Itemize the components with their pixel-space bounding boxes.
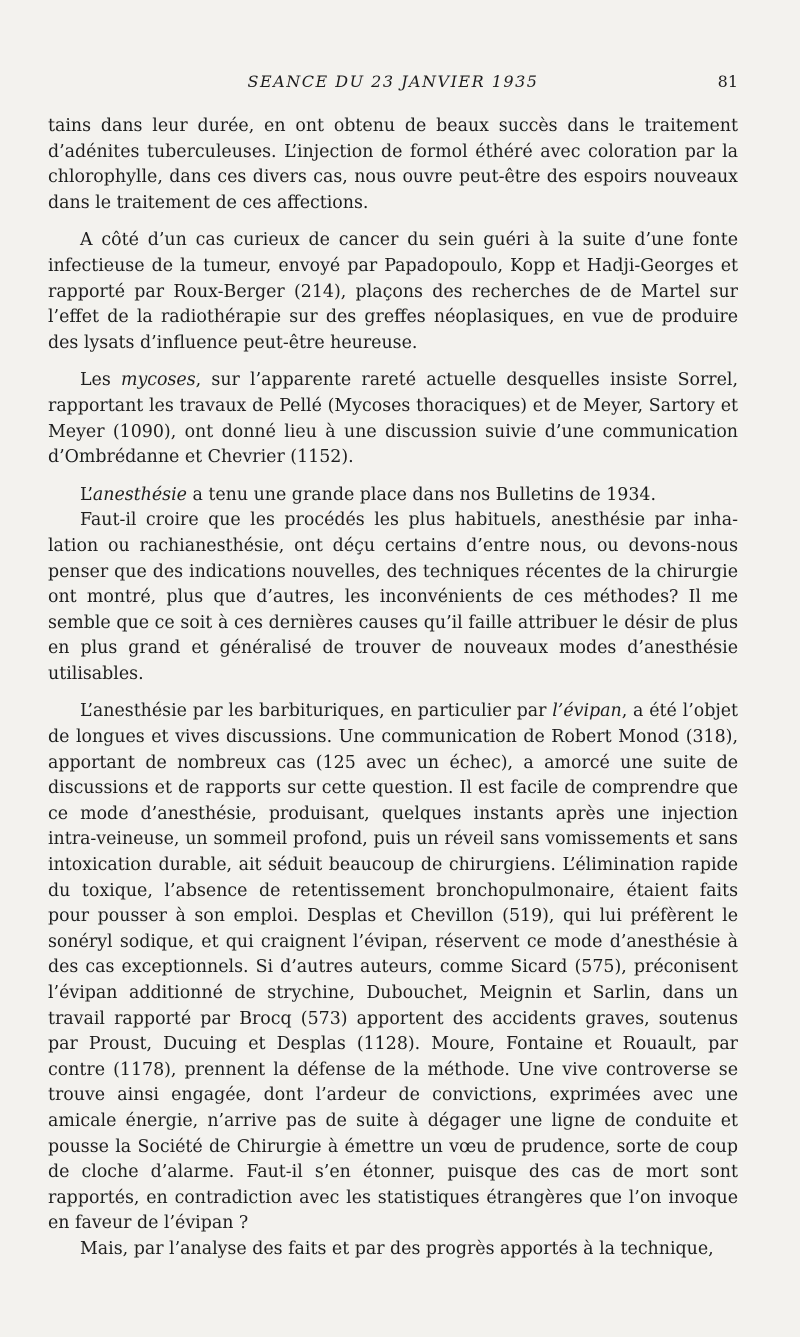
paragraph-mycoses-lead: Les [80, 370, 121, 391]
term-evipan: l’évipan [552, 701, 622, 722]
paragraph-barbituriques-lead: L’anesthésie par les barbituriques, en particulier par [80, 701, 553, 722]
running-header [48, 72, 738, 96]
paragraph-mycoses [48, 368, 738, 470]
term-anesthesie: anesthésie [92, 484, 187, 505]
paragraph-anesthesie-body: a tenu une grande place dans nos Bulletins de 1934. [186, 484, 657, 505]
paragraph-adenites: tains dans leur durée, en ont obtenu de beaux succès dans le traitement d’adénites tuberculeuses. L’injection de formol éthéré avec coloration par la chlorophylle, dans ces divers cas, nous ouvre peut-être des espoirs nouveaux dans le traitement de ces affections. [48, 116, 738, 213]
term-mycoses: mycoses [120, 370, 196, 391]
paragraph-anesthesie-intro [48, 483, 738, 509]
body-text [48, 114, 738, 1263]
paragraph-barbituriques-body: , a été l’objet de longues et vives discussions. Une communication de Robert Monod (318), apportant de nombreux cas (125 avec un échec), a amorcé une suite de discussions et de rapports sur cette question. Il est facile de comprendre que ce mode d’anesthésie, produisant, quelques instants après une injection intra-veineuse, un sommeil profond, puis un réveil sans vomissements et sans intoxication durable, ait séduit beaucoup de chirurgiens. L’élimination rapide du toxique, l’absence de retentissement bronchopulmonaire, étaient faits pour pousser à son emploi. Desplas et Chevillon (519), qui lui préfèrent le sonéryl sodique, et qui craignent l’évipan, réservent ce mode d’anesthésie à des cas exceptionnels. Si d’autres auteurs, comme Sicard (575), préconisent l’évipan additionné de strychine, Dubouchet, Meignin et Sarlin, dans un travail rapporté par Brocq (573) apportent des accidents graves, soutenus par Proust, Ducuing et Desplas (1128). Moure, Fontaine et Rouault, par contre (1178), prennent la défense de la méthode. Une vive controverse se trouve ainsi engagée, dont l’ardeur de convictions, exprimées avec une amicale énergie, n’arrive pas de suite à dégager une ligne de conduite et pousse la Société de Chirurgie à émettre un vœu de prudence, sorte de coup de cloche d’alarme. Faut-il s’en étonner, puisque des cas de mort sont rapportés, en contradiction avec les statistiques étrangères que l’on invoque en faveur de l’évipan ? [48, 701, 738, 1234]
paragraph-mycoses-body: , sur l’apparente rareté actuelle desquelles insiste Sorrel, rapportant les travaux de Pellé (Mycoses thoraciques) et de Meyer, Sartory et Meyer (1090), ont donné lieu à une discussion suivie d’une communication d’Ombrédanne et Chevrier (1152). [48, 370, 738, 468]
paragraph-cancer-sein: A côté d’un cas curieux de cancer du sein guéri à la suite d’une fonte infectieuse de la tumeur, envoyé par Papadopoulo, Kopp et Hadji-Georges et rapporté par Roux-Berger (214), plaçons des recherches de de Martel sur l’effet de la radiothérapie sur des greffes néoplasiques, en vue de produire des lysats d’influence peut-être heureuse. [48, 230, 738, 353]
paragraph-final: Mais, par l’analyse des faits et par des progrès apportés à la technique, [80, 1238, 714, 1259]
paragraph-anesthesie-lead: L’ [80, 484, 93, 505]
running-title: SEANCE DU 23 JANVIER 1935 [247, 72, 539, 91]
paragraph-barbituriques [48, 699, 738, 1236]
paragraph-procedes: Faut-il croire que les procédés les plus habituels, anesthésie par inhalation ou rachianesthésie, ont déçu certains d’entre nous, ou devons-nous penser que des indications nouvelles, des techniques récentes de la chirurgie ont montré, plus que d’autres, les inconvénients de ces méthodes? Il me semble que ce soit à ces dernières causes qu’il faille attribuer le désir de plus en plus grand et généralisé de trouver de nouveaux modes d’anesthésie utilisables. [48, 510, 738, 684]
page-number: 81 [717, 72, 738, 91]
